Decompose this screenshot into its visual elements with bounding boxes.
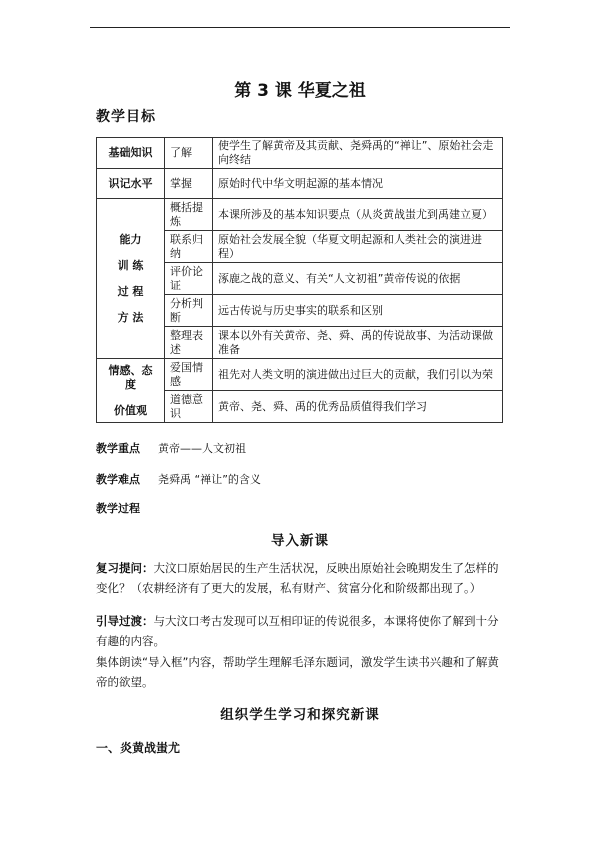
row-content: 涿鹿之战的意义、有关“人文初祖”黄帝传说的依据 <box>213 263 503 295</box>
sub-label: 掌握 <box>165 169 213 199</box>
row-content: 原始社会发展全貌（华夏文明起源和人类社会的演进进程） <box>213 231 503 263</box>
row-content: 本课所涉及的基本知识要点（从炎黄战蚩尤到禹建立夏） <box>213 199 503 231</box>
row-content: 黄帝、尧、舜、禹的优秀品质值得我们学习 <box>213 391 503 423</box>
sub-label: 爱国情感 <box>165 359 213 391</box>
ability-label <box>97 199 165 359</box>
emotion-label-line: 价值观 <box>114 403 147 417</box>
guide-paragraph <box>96 611 508 651</box>
guide-label: 引导过渡： <box>96 614 154 628</box>
review-label: 复习提问： <box>96 561 154 575</box>
sub-label: 整理表述 <box>165 327 213 359</box>
section-title-intro: 导入新课 <box>271 533 329 549</box>
sub-label: 了解 <box>165 138 213 169</box>
sub-label: 概括提炼 <box>165 199 213 231</box>
guide-text: 与大汶口考古发现可以互相印证的传说很多，本课将使你了解到十分有趣的内容。 <box>96 614 499 648</box>
emotion-label <box>97 359 165 423</box>
table-row <box>97 138 503 169</box>
table-row <box>97 199 503 231</box>
ability-label-line: 能力 <box>119 232 142 246</box>
table-row <box>97 169 503 199</box>
difficulty-label: 教学难点 <box>96 473 140 486</box>
sub-label: 评价论证 <box>165 263 213 295</box>
header-rule <box>90 27 510 28</box>
row-content: 祖先对人类文明的演进做出过巨大的贡献，我们引以为荣 <box>213 359 503 391</box>
row-content: 使学生了解黄帝及其贡献、尧舜禹的“禅让”、原始社会走向终结 <box>213 138 503 169</box>
goals-table <box>96 137 503 423</box>
review-paragraph <box>96 558 508 598</box>
process <box>96 500 158 516</box>
sub-label: 道德意识 <box>165 391 213 423</box>
reading-paragraph: 集体朗读“导入框”内容，帮助学生理解毛泽东题词，激发学生读书兴趣和了解黄帝的欲望。 <box>96 655 499 689</box>
table-row <box>97 359 503 391</box>
goals-heading: 教学目标 <box>96 109 156 125</box>
memory-level-label: 识记水平 <box>97 169 165 199</box>
row-content: 原始时代中华文明起源的基本情况 <box>213 169 503 199</box>
page-title: 第 3 课 华夏之祖 <box>234 81 366 101</box>
ability-label-line: 训 练 <box>117 258 144 272</box>
emotion-label-line: 度 <box>125 377 136 391</box>
sub-label: 分析判断 <box>165 295 213 327</box>
process-label: 教学过程 <box>96 502 140 515</box>
key-point <box>96 440 246 456</box>
basic-knowledge-label: 基础知识 <box>97 138 165 169</box>
sub-label: 联系归纳 <box>165 231 213 263</box>
section-title-new-lesson: 组织学生学习和探究新课 <box>220 707 380 723</box>
difficulty <box>96 471 261 487</box>
ability-label-line: 方 法 <box>117 310 144 324</box>
review-text: 大汶口原始居民的生产生活状况，反映出原始社会晚期发生了怎样的变化？（农耕经济有了更大的发展，私有财产、贫富分化和阶级都出现了。） <box>96 561 499 595</box>
key-point-text: 黄帝——人文初祖 <box>158 442 246 455</box>
key-point-label: 教学重点 <box>96 442 140 455</box>
ability-label-line: 过 程 <box>117 284 144 298</box>
difficulty-text: 尧舜禹 “禅让”的含义 <box>158 473 261 486</box>
subsection-title: 一、炎黄战蚩尤 <box>96 741 181 755</box>
row-content: 远古传说与历史事实的联系和区别 <box>213 295 503 327</box>
row-content: 课本以外有关黄帝、尧、舜、禹的传说故事、为活动课做准备 <box>213 327 503 359</box>
emotion-label-line: 情感、态 <box>108 363 153 377</box>
